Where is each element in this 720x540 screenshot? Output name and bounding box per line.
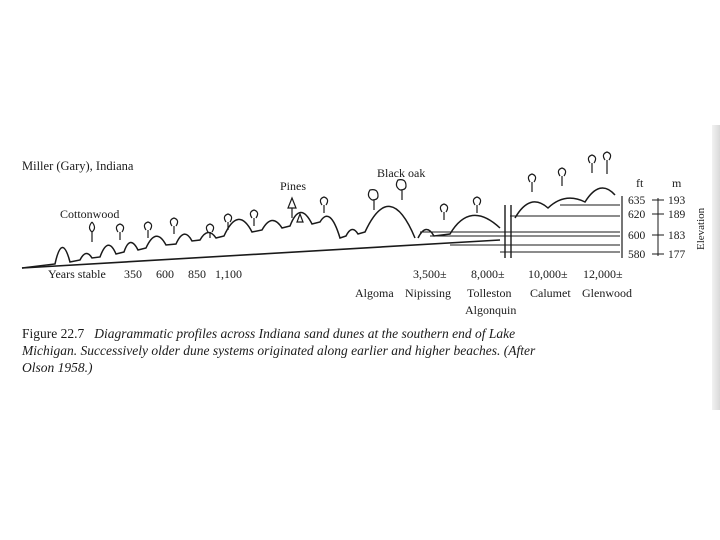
elevation-axis-label: Elevation [695, 207, 707, 250]
elevation-m-value: 193 [668, 195, 686, 207]
figure-number: Figure 22.7 [22, 326, 85, 341]
years-stable-label: Years stable [48, 267, 106, 281]
elevation-ft-value: 580 [628, 249, 646, 261]
dune-profile-line-3 [515, 188, 615, 218]
elevation-m-value: 183 [668, 230, 686, 242]
cottonwood-label: Cottonwood [60, 207, 120, 221]
dune-profile-line-2 [418, 215, 500, 238]
beach-stage-label: Calumet [530, 286, 571, 300]
beach-stage-label: Nipissing [405, 286, 452, 300]
pines-label: Pines [280, 179, 307, 193]
beach-stage-label: Glenwood [582, 286, 632, 300]
beach-age-label: 10,000± [528, 267, 568, 281]
beach-age-label: 3,500± [413, 267, 447, 281]
years-stable-value: 600 [156, 267, 174, 281]
tree-icons [90, 152, 611, 242]
years-stable-value: 850 [188, 267, 206, 281]
beach-age-label: 8,000± [471, 267, 505, 281]
beach-age-label: 12,000± [583, 267, 623, 281]
elevation-ft-value: 600 [628, 230, 646, 242]
beach-stage-label: Algoma [355, 286, 394, 300]
elevation-unit-m: m [672, 176, 682, 190]
elevation-m-value: 189 [668, 209, 686, 221]
beach-stage-label: Tolleston [467, 286, 512, 300]
caption-text: Diagrammatic profiles across Indiana sand dunes at the southern end of Lake Michigan. Successively older dune systems originated along earlier and higher beaches. (After Olson 1958.) [22, 326, 536, 375]
figure-caption [22, 325, 542, 376]
elevation-ft-value: 635 [628, 195, 646, 207]
elevation-m-value: 177 [668, 249, 686, 261]
ground-baseline [22, 240, 500, 268]
years-stable-value: 1,100 [215, 267, 242, 281]
beach-stage-label: Algonquin [465, 303, 517, 317]
black-oak-label: Black oak [377, 166, 426, 180]
elevation-unit-ft: ft [636, 176, 644, 190]
location-label: Miller (Gary), Indiana [22, 159, 134, 173]
elevation-ft-value: 620 [628, 209, 646, 221]
years-stable-value: 350 [124, 267, 142, 281]
